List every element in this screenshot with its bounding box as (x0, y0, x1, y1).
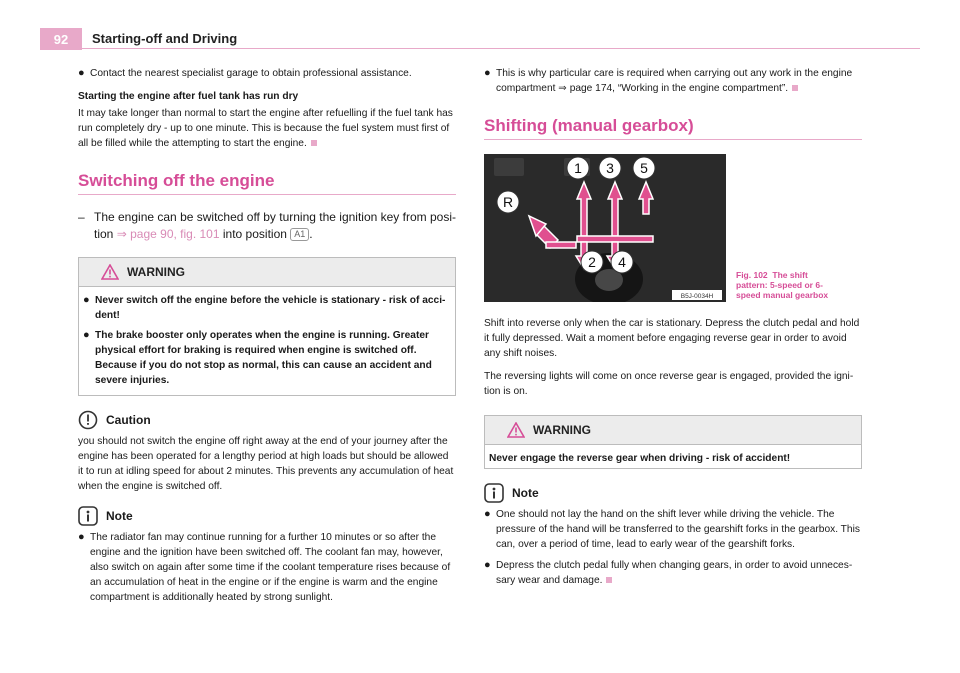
page-reference-link[interactable]: page 90, fig. 101 (130, 227, 220, 241)
figure-102 (484, 154, 862, 302)
bullet-icon: ● (83, 329, 90, 341)
list-item: ● Contact the nearest specialist garage to obtain professional assistance. (78, 67, 412, 79)
caution-heading: Caution (78, 410, 456, 430)
section-title-shifting: Shifting (manual gearbox) (484, 116, 694, 135)
list-item: ● Depress the clutch pedal fully when changing gears, in order to avoid unneces-sary wear and damage. (484, 559, 853, 586)
page-reference-arrow: ⇒ (558, 83, 567, 94)
instruction-step: – The engine can be switched off by turning the ignition key from posi-tion ⇒ page 90, fig. 101 into position A1 . (78, 210, 456, 241)
paragraph-reverse: Shift into reverse only when the car is stationary. Depress the clutch pedal and hold it fully depressed. Wait a moment before engaging reverse gear in order to avoid any shift noises. (484, 318, 860, 359)
header-divider (40, 48, 920, 49)
exclamation-circle-icon (78, 410, 98, 430)
end-mark-icon (792, 85, 798, 91)
section-divider (78, 194, 456, 195)
page-reference-arrow: ⇒ (116, 227, 127, 241)
warning-title: WARNING (127, 264, 185, 279)
gear-label-4: 4 (618, 254, 626, 270)
warning-box (484, 415, 862, 469)
note-heading: Note (78, 506, 456, 526)
gear-label-1: 1 (574, 160, 582, 176)
page-number: 92 (40, 28, 82, 50)
bullet-icon: ● (78, 531, 85, 543)
bullet-icon: ● (484, 559, 491, 571)
gear-label-2: 2 (588, 254, 596, 270)
info-note-icon (484, 483, 504, 503)
bullet-icon: ● (484, 508, 491, 520)
chapter-title: Starting-off and Driving (92, 31, 238, 46)
figure-caption: Fig. 102 The shift pattern: 5-speed or 6-speed manual gearbox (736, 270, 829, 300)
left-column (78, 66, 456, 611)
page-reference-link[interactable]: page 174, “Working in the engine compartment”. (569, 83, 789, 94)
paragraph-fuel: It may take longer than normal to start the engine after refuelling if the fuel tank has run completely dry - up to one minute. This is because the fuel system must first of all be filled while the attempting to start the engine. (78, 108, 453, 149)
paragraph-reversing-lights: The reversing lights will come on once reverse gear is engaged, provided the igni-tion is on. (484, 371, 854, 397)
subheading-fuel: Starting the engine after fuel tank has run dry (78, 91, 299, 102)
gear-label-r: R (502, 194, 514, 210)
warning-triangle-icon (101, 264, 119, 280)
photo-code: B5J-0034H (680, 293, 714, 300)
list-item: ● One should not lay the hand on the shift lever while driving the vehicle. The pressure of the hand will be transferred to the gearshift forks in the gearbox. This can, over a period of time, lead to early wear of the gearshift forks. (484, 508, 860, 550)
list-item: ● The radiator fan may continue running for a further 10 minutes or so after the engine and the ignition have been switched off. The coolant fan may, however, also switch on again after some time if the coolant temperature rises because of an accumulation of heat in the engine or if the engine is warm and the engine compartment is additionally heated by strong sunlight. (78, 531, 451, 603)
gear-label-3: 3 (606, 160, 614, 176)
warning-title: WARNING (533, 422, 591, 437)
bullet-icon: ● (78, 67, 85, 79)
end-mark-icon (311, 140, 317, 146)
list-item: ● The brake booster only operates when the engine is running. Greater physical effort for braking is required when engine is switched off. Because if you do not stop as normal, this can cause an accident and severe injuries. (83, 329, 432, 386)
warning-triangle-icon (507, 422, 525, 438)
bullet-icon: ● (484, 67, 491, 79)
info-note-icon (78, 506, 98, 526)
gear-pattern-diagram (484, 154, 726, 302)
bullet-icon: ● (83, 294, 90, 306)
section-divider (484, 139, 862, 140)
end-mark-icon (606, 577, 612, 583)
warning-box (78, 257, 456, 396)
warning-text: Never engage the reverse gear when driving - risk of accident! (489, 453, 791, 464)
list-item: ● This is why particular care is required when carrying out any work in the engine compartment ⇒ page 174, “Working in the engine compartment”. (484, 67, 853, 94)
list-item: ● Never switch off the engine before the vehicle is stationary - risk of acci-dent! (83, 294, 446, 321)
caution-text: you should not switch the engine off right away at the end of your journey after the engine has been operated for a lengthy period at high loads but should be allowed it to run at idling speed for about 2 minutes. This prevents any accumulation of heat when the engine is switched off. (78, 436, 454, 492)
gear-shift-photo (484, 154, 726, 302)
note-heading: Note (484, 483, 862, 503)
gear-label-5: 5 (640, 160, 648, 176)
section-title-switching-off: Switching off the engine (78, 171, 275, 190)
position-key-badge: A1 (290, 228, 309, 241)
right-column (484, 66, 862, 594)
